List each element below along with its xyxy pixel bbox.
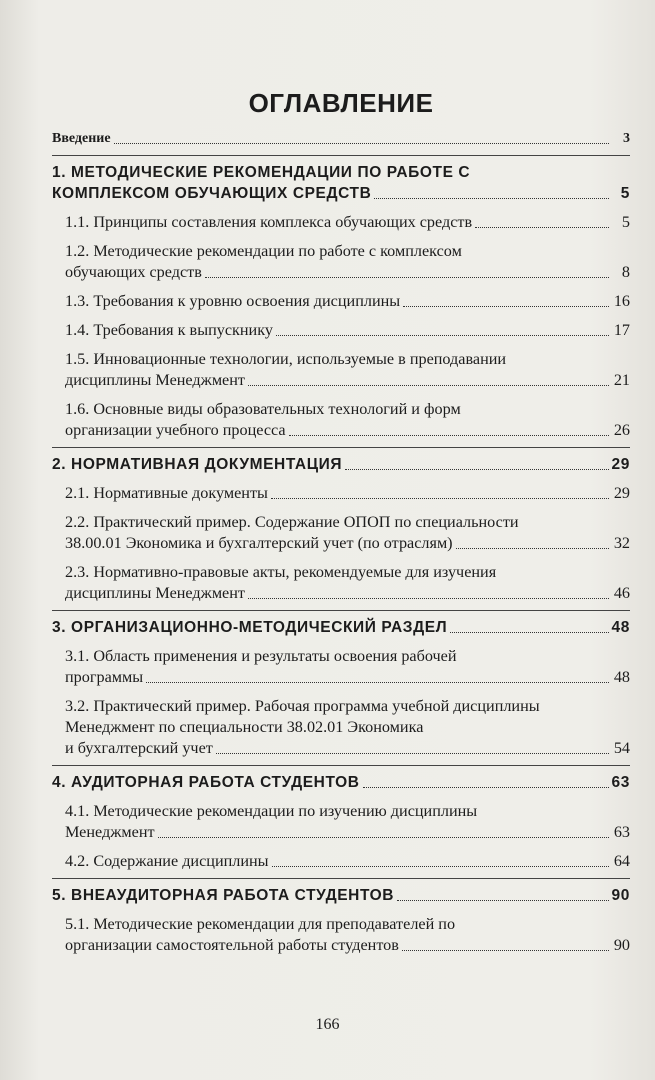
leader-dots bbox=[272, 866, 609, 867]
toc-page-number: 63 bbox=[613, 823, 630, 841]
leader-dots bbox=[456, 548, 609, 549]
section-divider bbox=[52, 765, 630, 766]
toc-entry-label: 3.2. Практический пример. Рабочая программа учебной дисциплины bbox=[65, 697, 540, 715]
toc-entry bbox=[52, 696, 630, 759]
toc-entry bbox=[52, 562, 630, 604]
toc-entry-label: 4.1. Методические рекомендации по изучению дисциплины bbox=[65, 802, 478, 820]
leader-dots bbox=[146, 682, 609, 683]
leader-dots bbox=[363, 787, 609, 788]
toc-entry-label: Менеджмент по специальности 38.02.01 Экономика bbox=[65, 718, 424, 736]
toc-entry-label: программы bbox=[65, 668, 144, 686]
section-divider bbox=[52, 155, 630, 156]
toc-entry-label: 2.2. Практический пример. Содержание ОПОП по специальности bbox=[65, 513, 519, 531]
leader-dots bbox=[248, 598, 609, 599]
leader-dots bbox=[271, 498, 609, 499]
leader-dots bbox=[289, 435, 609, 436]
toc-title: ОГЛАВЛЕНИЕ bbox=[248, 88, 434, 118]
toc-section-title: 4. АУДИТОРНАЯ РАБОТА СТУДЕНТОВ bbox=[52, 774, 360, 791]
toc-entry-label: дисциплины Менеджмент bbox=[65, 584, 245, 602]
toc-entry bbox=[52, 646, 630, 688]
toc-entry-label: 1.6. Основные виды образовательных технологий и форм bbox=[65, 400, 461, 418]
leader-dots bbox=[403, 306, 609, 307]
toc-page-number: 29 bbox=[611, 456, 630, 473]
toc-page-number: 5 bbox=[620, 185, 630, 202]
toc-entry-label: дисциплины Менеджмент bbox=[65, 371, 245, 389]
toc-entry bbox=[52, 483, 630, 504]
toc-entry-label: 5.1. Методические рекомендации для преподавателей по bbox=[65, 915, 456, 933]
toc-entry-label: обучающих средств bbox=[65, 263, 202, 281]
toc-entry bbox=[52, 512, 630, 554]
toc-section-title: 5. ВНЕАУДИТОРНАЯ РАБОТА СТУДЕНТОВ bbox=[52, 887, 395, 904]
toc-entry-label: 1.3. Требования к уровню освоения дисциплины bbox=[65, 292, 401, 310]
toc-page-number: 5 bbox=[621, 213, 630, 231]
leader-dots bbox=[205, 277, 609, 278]
toc-entry-label: 4.2. Содержание дисциплины bbox=[65, 852, 269, 870]
leader-dots bbox=[402, 950, 609, 951]
leader-dots bbox=[450, 632, 608, 633]
toc-section-1 bbox=[52, 162, 630, 204]
toc-page-number: 17 bbox=[613, 321, 630, 339]
toc-page-number: 26 bbox=[613, 421, 630, 439]
toc-section-2 bbox=[52, 454, 630, 475]
toc-section-title: 2. НОРМАТИВНАЯ ДОКУМЕНТАЦИЯ bbox=[52, 456, 343, 473]
toc-entry-label: организации учебного процесса bbox=[65, 421, 286, 439]
leader-dots bbox=[475, 227, 609, 228]
toc-page-number: 90 bbox=[613, 936, 630, 954]
toc-page-number: 29 bbox=[613, 484, 630, 502]
toc-section-4 bbox=[52, 772, 630, 793]
toc-page-number: 3 bbox=[623, 131, 630, 146]
toc-section-5 bbox=[52, 885, 630, 906]
leader-dots bbox=[276, 335, 609, 336]
toc-page-number: 54 bbox=[613, 739, 630, 757]
toc-entry-label: организации самостоятельной работы студентов bbox=[65, 936, 399, 954]
toc-entry-label: 3.1. Область применения и результаты освоения рабочей bbox=[65, 647, 457, 665]
toc-page-number: 63 bbox=[611, 774, 630, 791]
toc-entry-label: и бухгалтерский учет bbox=[65, 739, 213, 757]
leader-dots bbox=[374, 198, 609, 199]
leader-dots bbox=[114, 143, 609, 144]
toc-page-number: 48 bbox=[613, 668, 630, 686]
toc-entry-label: 1.4. Требования к выпускнику bbox=[65, 321, 273, 339]
toc-entry bbox=[52, 241, 630, 283]
section-divider bbox=[52, 447, 630, 448]
toc-entry bbox=[52, 349, 630, 391]
toc-entry-intro bbox=[52, 128, 630, 149]
toc-page-number: 16 bbox=[613, 292, 630, 310]
toc-entry-label: 1.2. Методические рекомендации по работе с комплексом bbox=[65, 242, 462, 260]
section-divider bbox=[52, 878, 630, 879]
toc-entry-label: 1.1. Принципы составления комплекса обучающих средств bbox=[65, 213, 473, 231]
toc-section-title: 1. МЕТОДИЧЕСКИЕ РЕКОМЕНДАЦИИ ПО РАБОТЕ С bbox=[52, 164, 471, 181]
toc-entry bbox=[52, 212, 630, 233]
toc-entry-label: 2.1. Нормативные документы bbox=[65, 484, 268, 502]
leader-dots bbox=[158, 837, 609, 838]
toc-entry-label: 2.3. Нормативно-правовые акты, рекомендуемые для изучения bbox=[65, 563, 497, 581]
page-number: 166 bbox=[315, 1016, 340, 1033]
toc-section-title: КОМПЛЕКСОМ ОБУЧАЮЩИХ СРЕДСТВ bbox=[52, 185, 372, 202]
leader-dots bbox=[397, 900, 608, 901]
leader-dots bbox=[248, 385, 609, 386]
toc-entry bbox=[52, 291, 630, 312]
leader-dots bbox=[216, 753, 609, 754]
toc-page-number: 46 bbox=[613, 584, 630, 602]
toc-entry bbox=[52, 320, 630, 341]
toc-page-number: 48 bbox=[611, 619, 630, 636]
toc-entry bbox=[52, 801, 630, 843]
toc-section-title: 3. ОРГАНИЗАЦИОННО-МЕТОДИЧЕСКИЙ РАЗДЕЛ bbox=[52, 619, 448, 636]
toc-page-number: 90 bbox=[611, 887, 630, 904]
toc-entry-label: Введение bbox=[52, 131, 111, 146]
toc-page-number: 21 bbox=[613, 371, 630, 389]
toc-page-number: 32 bbox=[613, 534, 630, 552]
toc-entry bbox=[52, 399, 630, 441]
toc-entry bbox=[52, 851, 630, 872]
toc-page-number: 8 bbox=[621, 263, 630, 281]
section-divider bbox=[52, 610, 630, 611]
leader-dots bbox=[345, 469, 608, 470]
toc-page-number: 64 bbox=[613, 852, 630, 870]
table-of-contents bbox=[52, 88, 630, 956]
toc-entry-label: Менеджмент bbox=[65, 823, 155, 841]
toc-section-3 bbox=[52, 617, 630, 638]
toc-entry-label: 38.00.01 Экономика и бухгалтерский учет (по отраслям) bbox=[65, 534, 453, 552]
toc-entry bbox=[52, 914, 630, 956]
toc-entry-label: 1.5. Инновационные технологии, используемые в преподавании bbox=[65, 350, 507, 368]
